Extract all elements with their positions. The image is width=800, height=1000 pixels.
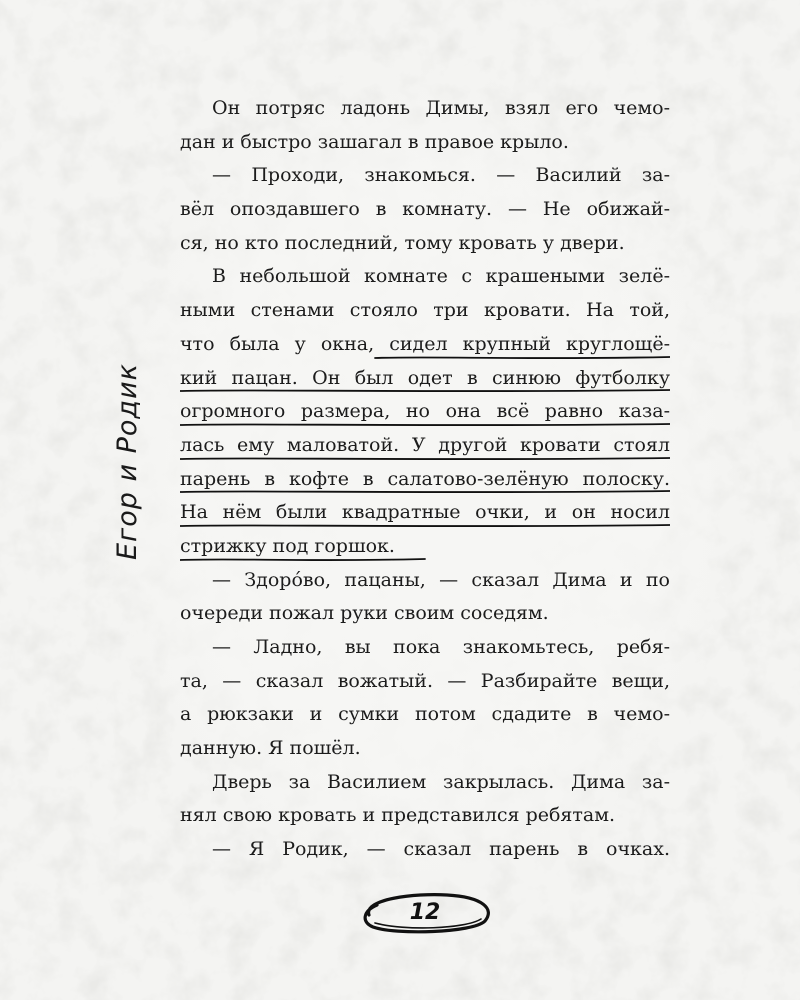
text-line: нял свою кровать и представился ребятам. bbox=[180, 804, 616, 827]
text-line: ными стенами стояло три кровати. На той, bbox=[180, 299, 670, 322]
page-number-badge bbox=[355, 889, 495, 937]
text-line: кий пацан. Он был одет в синюю футболку bbox=[180, 362, 670, 396]
text-line: В небольшой комнате с крашеными зелё- bbox=[212, 265, 670, 288]
side-title: Егор и Родик bbox=[112, 363, 143, 560]
text-line: огромного размера, но она всё равно каза- bbox=[180, 395, 670, 429]
text-line: данную. Я пошёл. bbox=[180, 737, 361, 760]
underline-mark bbox=[180, 354, 670, 361]
underline-mark bbox=[180, 488, 670, 495]
underline-mark bbox=[180, 522, 670, 529]
text-line: очереди пожал руки своим соседям. bbox=[180, 602, 549, 625]
text-line: что была у окна, сидел крупный круглощё- bbox=[180, 328, 670, 362]
underline-mark bbox=[180, 556, 670, 563]
text-line: вёл опоздавшего в комнату. — Не обижай- bbox=[180, 198, 670, 221]
text-line: лась ему маловатой. У другой кровати стоял bbox=[180, 429, 670, 463]
text-line: Он потряс ладонь Димы, взял его чемо- bbox=[212, 97, 670, 119]
text-line: ся, но кто последний, тому кровать у двери. bbox=[180, 231, 625, 254]
book-text bbox=[180, 92, 670, 867]
underline-mark bbox=[180, 387, 670, 394]
text-line: та, — сказал вожатый. — Разбирайте вещи, bbox=[180, 669, 670, 692]
text-line: парень в кофте в салатово-зелёную полоску. bbox=[180, 463, 670, 497]
underline-mark bbox=[180, 421, 670, 428]
text-line: На нём были квадратные очки, и он носил bbox=[180, 496, 670, 530]
text-line: Дверь за Василием закрылась. Дима за- bbox=[212, 770, 670, 793]
text-line: — Я Родик, — сказал парень в очках. bbox=[212, 838, 670, 861]
page-number: 12 bbox=[409, 900, 441, 925]
text-line: — Проходи, знакомься. — Василий за- bbox=[212, 164, 670, 187]
text-line: а рюкзаки и сумки потом сдадите в чемо- bbox=[180, 703, 670, 726]
text-line: — Ладно, вы пока знакомьтесь, ребя- bbox=[212, 636, 670, 658]
underline-mark bbox=[180, 455, 670, 462]
text-line: стрижку под горшок. bbox=[180, 530, 670, 564]
text-line: дан и быстро зашагал в правое крыло. bbox=[180, 130, 569, 153]
text-line: — Здоро́во, пацаны, — сказал Дима и по bbox=[212, 568, 670, 591]
